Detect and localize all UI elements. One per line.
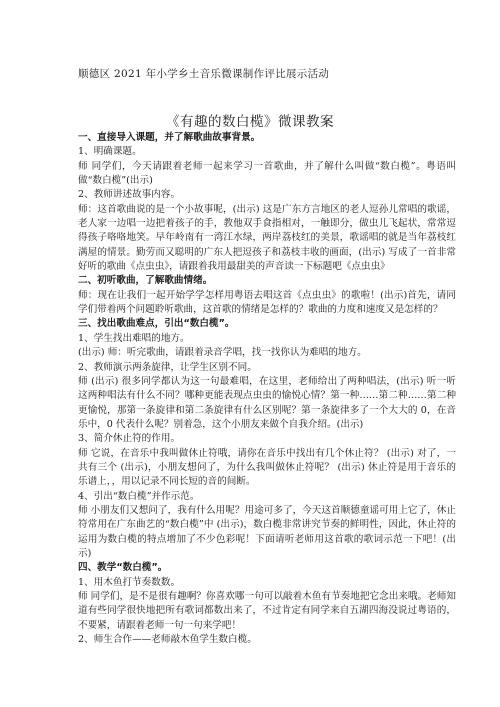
paragraph: 师 (出示) 很多同学都认为这一句最难唱，在这里，老师给出了两种唱法，(出示) 听一听这两种唱法有什么不同？哪种更能表现点虫虫的愉悦心情？第一种……第二种……第二种更愉悦，那第一条旋律和第二条旋律有什么区别呢？第一条旋律多了一个大大的 0，在音乐中，0 代表什么呢？别着急，这个小朋友来做个自我介绍。(出示) [78, 375, 456, 430]
paragraph: 3、简介休止符的作用。 [78, 433, 181, 445]
paragraph: 2、教师讲述故事内容。 [78, 189, 181, 201]
paragraph: 师 同学们，是不是很有趣啊？你喜欢哪一句可以敲着木鱼有节奏地把它念出来哦。老师知道有些同学很快地把所有歌词都数出来了，不过肯定有同学来自五湖四海没说过粤语的，不要紧，请跟着老师一句一句来学吧！ [78, 591, 456, 631]
lesson-title: 《有趣的数白榄》微课教案 [166, 114, 334, 130]
paragraph: 1、用木鱼打节奏数数。 [78, 576, 181, 588]
paragraph: 师 它说，在音乐中我叫做休止符哦，请你在音乐中找出有几个休止符？ (出示) 对了，一共有三个 (出示)，小朋友想问了，为什么我叫做休止符呢？ (出示) 休止符是用于音乐的乐谱上，，用以记录不同长短的音的间断。 [78, 447, 456, 488]
paragraph: 师 小朋友们又想问了，我有什么用呢？用途可多了，今天这首顺德童谣可用上它了，休止符常用在广东曲艺的“数白榄”中 (出示)，数白榄非常讲究节奏的鲜明性，因此，休止符的运用为数白榄的特点增加了不少色彩呢！下面请听老师用这首歌的歌词示范一下吧！(出示) [78, 504, 456, 559]
section-heading: 一、直接导入课题，并了解歌曲故事背景。 [78, 132, 261, 143]
paragraph: 师：这首歌曲说的是一个小故事呢，(出示) 这是广东方言地区的老人逗孙儿常唱的歌谣，老人家一边唱一边把着孩子的手，教他双手食指相对，一触即分，做虫儿飞起状，常常逗得孩子咯咯地笑。早年岭南有一湾江水绿，两岸荔枝红的美景，歌谣唱的就是当年荔枝红满屋的情景。勤劳而又聪明的广东人把逗孩子和荔枝丰收的画面，(出示) 写成了一首非常好听的歌曲《点虫虫》，请跟着我用最甜美的声音读一下标题吧《点虫虫》 [78, 203, 456, 273]
paragraph: 1、学生找出难唱的地方。 [78, 332, 190, 344]
paragraph: 2、教师演示两条旋律，让学生区别不同。 [78, 361, 257, 373]
section-heading: 二、初听歌曲，了解歌曲情绪。 [78, 275, 213, 287]
paragraph: 师 同学们，今天请跟着老师一起来学习一首歌曲，并了解什么叫做“数白榄”。粤语叫做“数白榄”(出示) [78, 160, 456, 187]
paragraph: (出示) 师：听完歌曲，请跟着录音学唱，找一找你认为难唱的地方。 [78, 347, 367, 359]
paragraph: 4、引出“数白榄”并作示范。 [78, 490, 200, 502]
paragraph: 2、师生合作——老师敲木鱼学生数白榄。 [78, 634, 257, 646]
event-header: 顺德区 2021 年小学乡土音乐微课制作评比展示活动 [78, 68, 330, 80]
lesson-body [78, 131, 456, 647]
paragraph: 师：现在让我们一起开始学学怎样用粤语去唱这首《点虫虫》的歌啦！(出示)首先，请同学们带着两个问题聆听歌曲，这首歌的情绪是怎样的？歌曲的力度和速度又是怎样的？ [78, 289, 456, 316]
section-heading: 四、教学“数白榄”。 [78, 562, 168, 574]
paragraph: 1、明确课题。 [78, 146, 142, 158]
section-heading: 三、找出歌曲难点，引出“数白榄”。 [78, 318, 235, 330]
